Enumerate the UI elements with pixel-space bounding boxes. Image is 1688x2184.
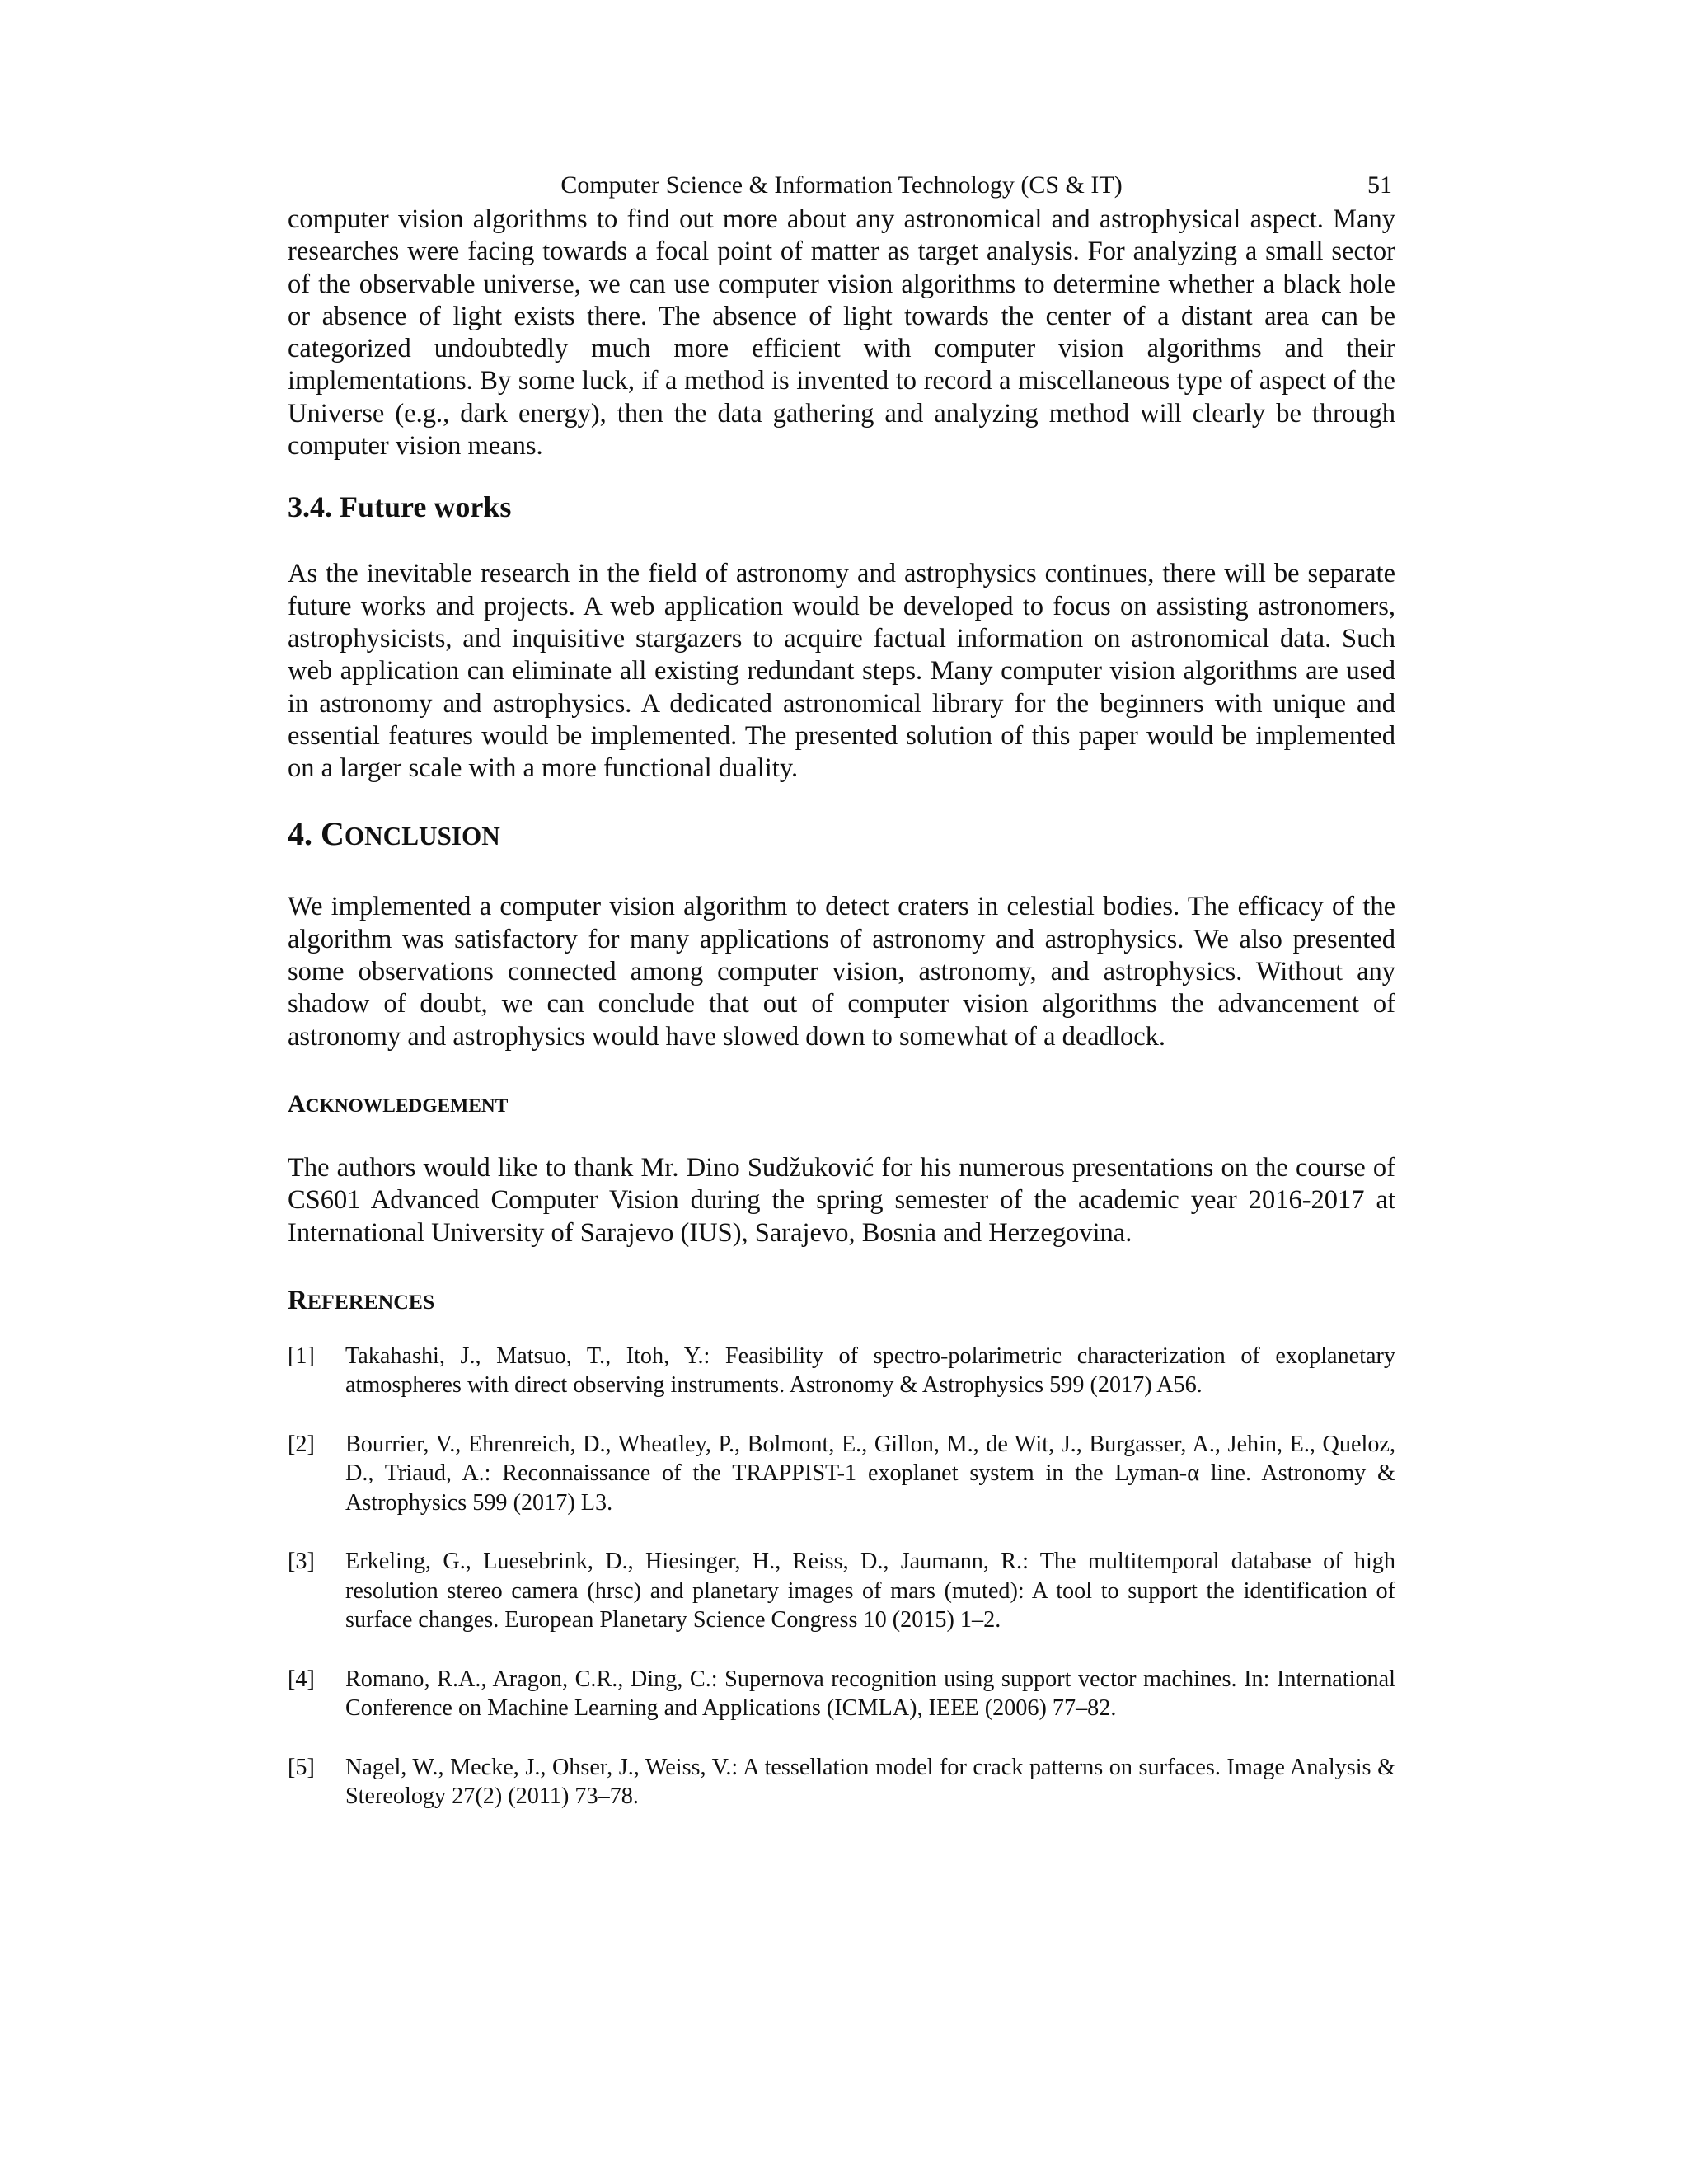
- intro-paragraph: computer vision algorithms to find out more about any astronomical and astrophysical aspect. Many researches were facing towards a focal point of matter as target analysis. For analyzing a small sector of the observable universe, we can use computer vision algorithms to determine whether a black hole or absence of light exists there. The absence of light towards the center of a distant area can be categorized undoubtedly much more efficient with computer vision algorithms and their implementations. By some luck, if a method is invented to record a miscellaneous type of aspect of the Universe (e.g., dark energy), then the data gathering and analyzing method will clearly be through computer vision means.: [288, 204, 1395, 462]
- future-works-heading: 3.4. Future works: [288, 490, 512, 524]
- references-heading-initial: R: [288, 1285, 307, 1315]
- reference-text: Bourrier, V., Ehrenreich, D., Wheatley, P., Bolmont, E., Gillon, M., de Wit, J., Burgasser, A., Jehin, E., Queloz, D., Triaud, A.: Reconnaissance of the TRAPPIST-1 exoplanet system in the Lyman-α line. Astronomy & Astrophysics 599 (2017) L3.: [345, 1431, 1395, 1516]
- running-header: [288, 169, 1395, 202]
- reference-item: [288, 1430, 1395, 1518]
- reference-number: [2]: [288, 1431, 315, 1457]
- conclusion-heading: [288, 816, 1395, 855]
- reference-number: [4]: [288, 1666, 315, 1692]
- references-heading: [288, 1286, 1395, 1317]
- reference-number: [3]: [288, 1549, 315, 1575]
- reference-item: [288, 1753, 1395, 1811]
- references-heading-rest: EFERENCES: [307, 1289, 435, 1314]
- reference-item: [288, 1547, 1395, 1635]
- acknowledgement-heading-initial: A: [288, 1090, 306, 1118]
- conclusion-paragraph: We implemented a computer vision algorithm to detect craters in celestial bodies. The efficacy of the algorithm was satisfactory for many applications of astronomy and astrophysics. We also presented some observations connected among computer vision, astronomy, and astrophysics. Without any shadow of doubt, we can conclude that out of computer vision algorithms the advancement of astronomy and astrophysics would have slowed down to somewhat of a deadlock.: [288, 892, 1395, 1052]
- acknowledgement-paragraph: The authors would like to thank Mr. Dino Sudžuković for his numerous presentations on the course of CS601 Advanced Computer Vision during the spring semester of the academic year 2016-2017 at International University of Sarajevo (IUS), Sarajevo, Bosnia and Herzegovina.: [288, 1152, 1395, 1248]
- reference-item: [288, 1665, 1395, 1723]
- reference-item: [288, 1342, 1395, 1400]
- reference-text: Takahashi, J., Matsuo, T., Itoh, Y.: Feasibility of spectro-polarimetric characterization of exoplanetary atmospheres with direct observing instruments. Astronomy & Astrophysics 599 (2017) A56.: [345, 1343, 1395, 1399]
- future-works-paragraph: As the inevitable research in the field of astronomy and astrophysics continues, there will be separate future works and projects. A web application would be developed to focus on assisting astronomers, astrophysicists, and inquisitive stargazers to acquire factual information on astronomical data. Such web application can eliminate all existing redundant steps. Many computer vision algorithms are used in astronomy and astrophysics. A dedicated astronomical library for the beginners with unique and essential features would be implemented. The presented solution of this paper would be implemented on a larger scale with a more functional duality.: [288, 559, 1395, 784]
- reference-text: Nagel, W., Mecke, J., Ohser, J., Weiss, V.: A tessellation model for crack patterns on surfaces. Image Analysis & Stereology 27(2) (2011) 73–78.: [345, 1754, 1395, 1810]
- conclusion-heading-rest: ONCLUSION: [344, 822, 500, 851]
- page-number: 51: [1367, 171, 1392, 199]
- reference-number: [5]: [288, 1754, 315, 1780]
- reference-list: [288, 1342, 1395, 1811]
- conclusion-heading-initial: C: [321, 815, 345, 853]
- reference-text: Erkeling, G., Luesebrink, D., Hiesinger, H., Reiss, D., Jaumann, R.: The multitemporal database of high resolution stereo camera (hrsc) and planetary images of mars (muted): A tool to support the identification of surface changes. European Planetary Science Congress 10 (2015) 1–2.: [345, 1549, 1395, 1633]
- paper-page: [288, 169, 1395, 1811]
- conclusion-heading-number: 4.: [288, 815, 312, 853]
- acknowledgement-heading: [288, 1090, 1395, 1121]
- journal-title: Computer Science & Information Technology (CS & IT): [560, 171, 1123, 199]
- reference-text: Romano, R.A., Aragon, C.R., Ding, C.: Supernova recognition using support vector machines. In: International Conference on Machine Learning and Applications (ICMLA), IEEE (2006) 77–82.: [345, 1666, 1395, 1722]
- acknowledgement-heading-rest: CKNOWLEDGEMENT: [305, 1094, 509, 1117]
- reference-number: [1]: [288, 1343, 315, 1369]
